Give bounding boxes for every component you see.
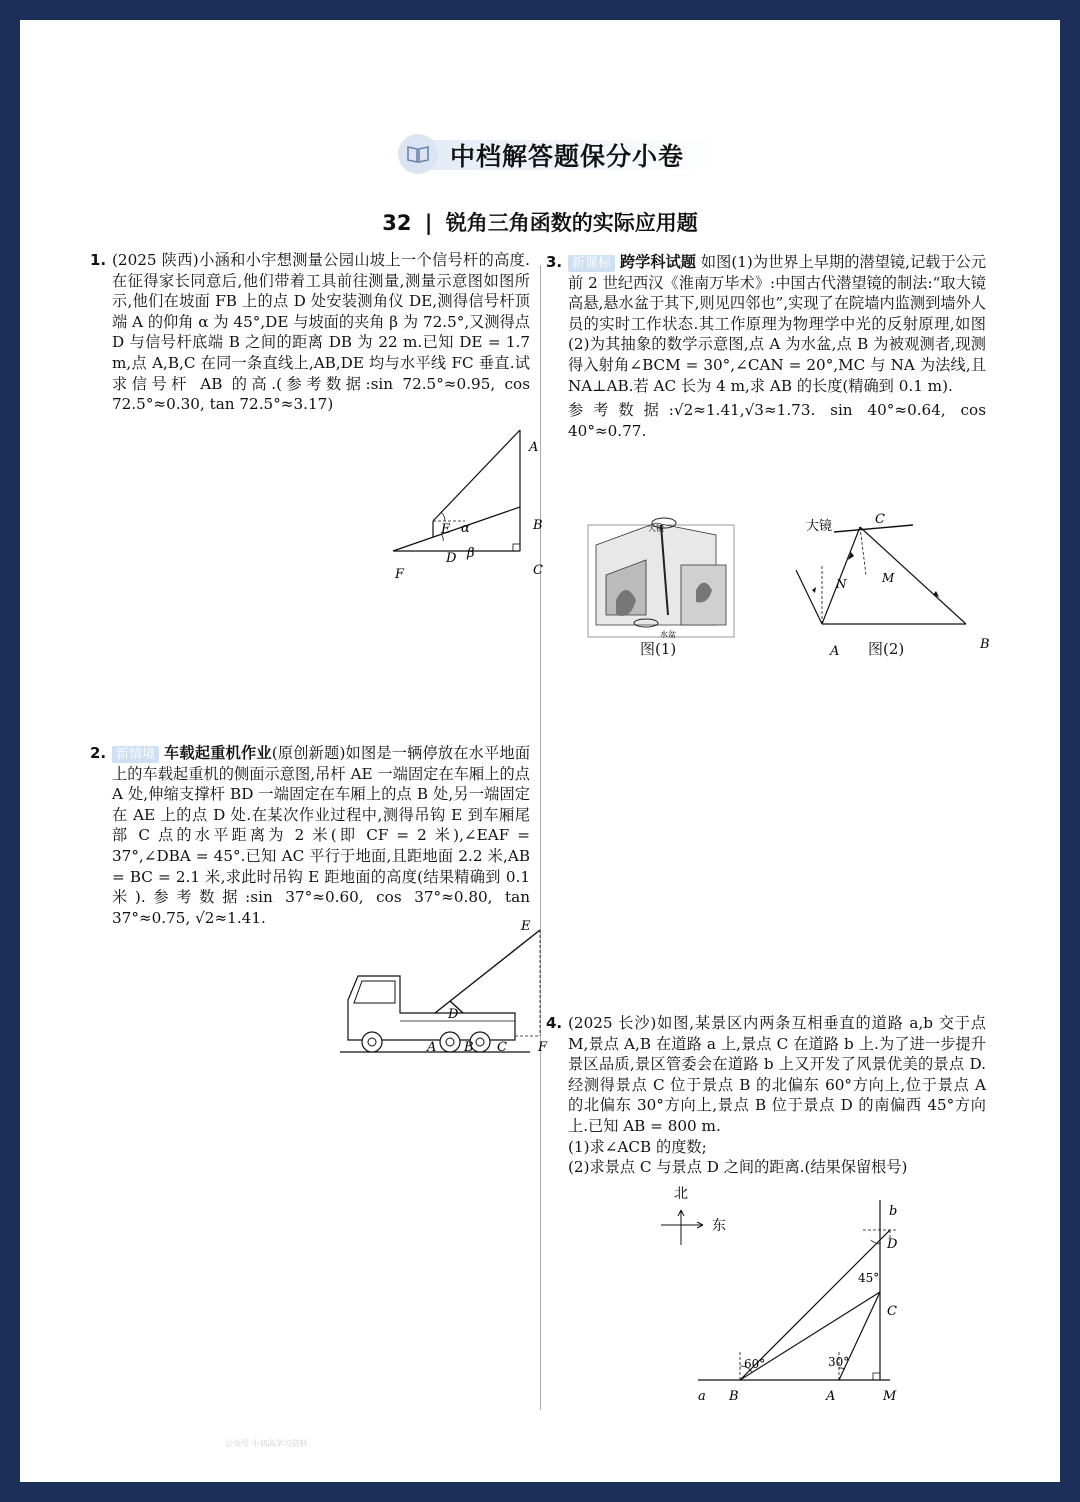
sub-question-1: (1)求∠ACB 的度数; bbox=[568, 1137, 707, 1156]
img-label-basin: 水盆 bbox=[660, 630, 676, 639]
question-body: (原创新题)如图是一辆停放在水平地面上的车载起重机的侧面示意图,吊杆 AE 一端固定在车厢上的点 A 处,伸缩支撑杆 BD 一端固定在车厢上的点 B 处,另一端固定在 AE 上的点 D 处.在某次作业过程中,测得吊钩 E 到车厢尾部 C 点的水平距离为 2 米(即 CF = 2 米),∠EAF = 37°,∠DBA = 45°.已知 AC 平行于地面,且距地面 2.2 米,AB = BC = 2.1 米,求此时吊钩 E 距地面的高度(结果精确到 0.1 米).参考数据:sin 37°≈0.60, cos 37°≈0.80, tan 37°≈0.75, √2≈1.41. bbox=[112, 744, 531, 927]
label-M: M bbox=[883, 1389, 897, 1404]
figure-crane-truck bbox=[340, 918, 548, 1063]
question-number: 2. bbox=[90, 744, 107, 762]
question-2 bbox=[90, 743, 531, 928]
section-banner bbox=[398, 134, 724, 176]
label-mirror: 大镜 bbox=[806, 519, 833, 534]
label-A: A bbox=[830, 644, 840, 659]
label-B: B bbox=[729, 1389, 739, 1404]
question-reference-data: 参考数据:√2≈1.41,√3≈1.73. sin 40°≈0.64, cos 40°≈0.77. bbox=[568, 401, 986, 440]
subtitle-number: 32 bbox=[382, 211, 412, 235]
label-D: D bbox=[446, 551, 457, 566]
question-3 bbox=[546, 252, 987, 441]
label-F: F bbox=[538, 1040, 548, 1055]
label-B: B bbox=[980, 637, 990, 652]
question-number: 1. bbox=[90, 251, 107, 269]
label-D: D bbox=[887, 1237, 898, 1252]
label-alpha: α bbox=[461, 521, 470, 536]
question-text: (2025 陕西)小涵和小宇想测量公园山坡上一个信号杆的高度.在征得家长同意后,他们带着工具前往测量,测量示意图如图所示,他们在坡面 FB 上的点 D 处安装测角仪 DE,测得信号杆顶端 A 的仰角 α 为 45°,DE 与坡面的夹角 β 为 72.5°,又测得点 D 与信号杆底端 B 之间的距离 DB 为 22 m.已知 DE = 1.7 m,点 A,B,C 在同一条直线上,AB,DE 均与水平线 FC 垂直.试求信号杆 AB 的高.(参考数据:sin 72.5°≈0.95, cos 72.5°≈0.30, tan 72.5°≈3.17) bbox=[112, 251, 530, 414]
question-keyword: 跨学科试题 bbox=[619, 253, 696, 271]
open-book-icon bbox=[398, 134, 438, 174]
label-M: M bbox=[882, 571, 895, 585]
label-C: C bbox=[875, 512, 885, 527]
watermark: 公众号 小初高学习资料 bbox=[225, 1439, 308, 1448]
page-subtitle bbox=[20, 207, 1060, 237]
label-b: b bbox=[889, 1204, 898, 1219]
label-E: E bbox=[441, 522, 451, 537]
sub-question-2: (2)求景点 C 与景点 D 之间的距离.(结果保留根号) bbox=[568, 1158, 908, 1177]
figure-scenic-roads bbox=[658, 1180, 908, 1404]
angle-30: 30° bbox=[828, 1355, 850, 1369]
subtitle-text: 锐角三角函数的实际应用题 bbox=[445, 211, 698, 235]
figure-slope-signal-pole bbox=[375, 420, 543, 582]
label-B: B bbox=[533, 518, 543, 533]
label-D: D bbox=[448, 1007, 459, 1022]
tag-badge: 新情境 bbox=[112, 746, 159, 763]
label-E: E bbox=[521, 919, 531, 934]
figure-caption-1: 图(1) bbox=[640, 640, 677, 658]
label-C: C bbox=[887, 1304, 897, 1319]
tag-badge: 新课标 bbox=[568, 255, 615, 272]
figure-caption-2: 图(2) bbox=[868, 640, 905, 658]
label-C: C bbox=[533, 563, 543, 578]
angle-60: 60° bbox=[744, 1357, 766, 1371]
img-label-mirror: 大镜 bbox=[648, 524, 664, 533]
label-N: N bbox=[836, 577, 847, 591]
subtitle-separator: | bbox=[424, 211, 433, 235]
label-east: 东 bbox=[712, 1218, 726, 1234]
banner-title: 中档解答题保分小卷 bbox=[450, 142, 685, 171]
label-beta: β bbox=[467, 546, 475, 561]
question-4 bbox=[546, 1013, 986, 1178]
question-number: 3. bbox=[546, 253, 563, 271]
label-F: F bbox=[395, 567, 405, 582]
question-1 bbox=[90, 250, 530, 415]
label-C: C bbox=[497, 1040, 507, 1055]
label-north: 北 bbox=[674, 1186, 688, 1202]
question-text bbox=[568, 252, 986, 396]
image-ancient-periscope bbox=[586, 505, 736, 640]
question-text: (2025 长沙)如图,某景区内两条互相垂直的道路 a,b 交于点 M,景点 A,B 在道路 a 上,景点 C 在道路 b 上.为了进一步提升景区品质,景区管委会在道路 b 上又开发了风景优美的景点 D.经测得景点 C 位于景点 B 的北偏东 60°方向上,位于景点 A 的北偏东 30°方向上,景点 B 位于景点 D 的南偏西 45°方向上.已知 AB = 800 m. bbox=[568, 1014, 986, 1135]
question-text bbox=[112, 743, 530, 928]
label-A: A bbox=[826, 1389, 836, 1404]
question-keyword: 车载起重机作业 bbox=[164, 744, 272, 762]
label-a: a bbox=[698, 1389, 706, 1404]
angle-45: 45° bbox=[858, 1271, 880, 1285]
label-A: A bbox=[529, 440, 539, 455]
column-divider bbox=[540, 265, 541, 1410]
paper-page bbox=[20, 20, 1060, 1482]
label-B: B bbox=[464, 1040, 474, 1055]
question-body: 如图(1)为世界上早期的潜望镜,记载于公元前 2 世纪西汉《淮南万毕术》:中国古代潜望镜的制法:“取大镜高悬,悬水盆于其下,则见四邻也”,实现了在院墙内监测到墙外人员的实时工作状态.其工作原理为物理学中光的反射原理,如图(2)为其抽象的数学示意图,点 A 为水盆,点 B 为被观测者,现测得入射角∠BCM = 30°,∠CAN = 20°,MC 与 NA 为法线,且 NA⊥AB.若 AC 长为 4 m,求 AB 的长度(精确到 0.1 m). bbox=[568, 253, 987, 395]
label-A: A bbox=[427, 1040, 437, 1055]
question-number: 4. bbox=[546, 1014, 563, 1032]
